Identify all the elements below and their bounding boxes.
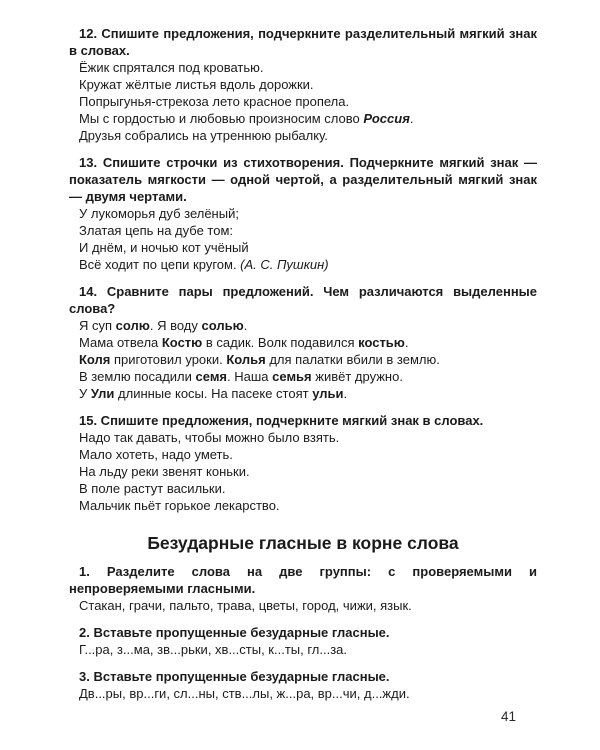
exercise-heading xyxy=(69,668,537,685)
text-segment: Златая цепь на дубе том: xyxy=(79,223,234,238)
exercise-block xyxy=(69,412,537,514)
text-segment: . xyxy=(343,386,348,401)
text-segment: Я суп xyxy=(79,318,116,333)
text-segment: На льду реки звенят коньки. xyxy=(79,464,250,479)
text-segment: приготовил уроки. xyxy=(110,352,227,367)
exercise-line xyxy=(69,76,537,93)
exercise-line xyxy=(69,597,537,614)
emphasized-text: Костю xyxy=(161,335,203,350)
exercise-heading xyxy=(69,563,537,597)
text-segment: В землю посадили xyxy=(79,369,196,384)
text-segment: Ёжик спрятался под кроватью. xyxy=(79,60,264,75)
emphasized-text: ульи xyxy=(312,386,344,401)
text-segment: Мама отвела xyxy=(79,335,162,350)
text-segment: Стакан, грачи, пальто, трава, цветы, город, чижи, язык. xyxy=(79,598,412,613)
exercise-line xyxy=(69,641,537,658)
exercise-line xyxy=(69,127,537,144)
exercise-line xyxy=(69,317,537,334)
exercise-block xyxy=(69,563,537,614)
text-segment: 14. Сравните пары предложений. Чем различаются выделенные слова? xyxy=(69,284,537,316)
emphasized-text: Ули xyxy=(90,386,115,401)
text-segment: 3. Вставьте пропущенные безударные гласные. xyxy=(79,669,390,684)
exercise-line xyxy=(69,497,537,514)
text-segment: . xyxy=(409,111,414,126)
exercise-heading xyxy=(69,154,537,205)
exercise-line xyxy=(69,385,537,402)
exercise-line xyxy=(69,239,537,256)
exercise-block xyxy=(69,25,537,144)
text-segment: 2. Вставьте пропущенные безударные гласные. xyxy=(79,625,390,640)
text-segment: . Наша xyxy=(227,369,273,384)
text-segment: 1. Разделите слова на две группы: с проверяемыми и непроверяемыми гласными. xyxy=(69,564,537,596)
text-segment: в садик. Волк подавился xyxy=(202,335,359,350)
text-segment: Дв...ры, вр...ги, сл...ны, ств...лы, ж...ра, вр...чи, д...жди. xyxy=(79,686,410,701)
exercise-line xyxy=(69,480,537,497)
text-segment: длинные косы. На пасеке стоят xyxy=(114,386,313,401)
exercise-block xyxy=(69,283,537,402)
emphasized-text: Колья xyxy=(226,352,266,367)
text-segment: . Я воду xyxy=(149,318,202,333)
exercise-heading xyxy=(69,412,537,429)
text-segment: Мы с гордостью и любовью произносим слово xyxy=(79,111,364,126)
exercise-block xyxy=(69,154,537,273)
text-segment: 13. Спишите строчки из стихотворения. Подчеркните мягкий знак — показатель мягкости — одной чертой, а разделительный мягкий знак — двумя чертами. xyxy=(69,155,537,204)
text-segment: Г...ра, з...ма, зв...рьки, хв...сты, к...ты, гл...за. xyxy=(79,642,348,657)
text-segment: . xyxy=(243,318,248,333)
emphasized-text: семя xyxy=(195,369,228,384)
exercise-line xyxy=(69,334,537,351)
text-segment: Всё ходит по цепи кругом. xyxy=(79,257,241,272)
text-segment: для палатки вбили в землю. xyxy=(265,352,440,367)
text-segment: Надо так давать, чтобы можно было взять. xyxy=(79,430,340,445)
text-segment: Попрыгунья-стрекоза лето красное пропела. xyxy=(79,94,350,109)
exercise-line xyxy=(69,222,537,239)
exercise-line xyxy=(69,368,537,385)
text-segment: 12. Спишите предложения, подчеркните разделительный мягкий знак в словах. xyxy=(69,26,537,58)
emphasized-text: (А. С. Пушкин) xyxy=(240,257,329,272)
emphasized-text: костью xyxy=(358,335,405,350)
text-segment: И днём, и ночью кот учёный xyxy=(79,240,249,255)
emphasized-text: Коля xyxy=(79,352,111,367)
emphasized-text: солю xyxy=(115,318,150,333)
text-segment: У xyxy=(79,386,91,401)
text-segment: Мальчик пьёт горькое лекарство. xyxy=(79,498,280,513)
exercise-heading xyxy=(69,25,537,59)
exercise-line xyxy=(69,256,537,273)
text-segment: У лукоморья дуб зелёный; xyxy=(79,206,239,221)
exercise-heading xyxy=(69,624,537,641)
exercise-line xyxy=(69,59,537,76)
exercise-block xyxy=(69,668,537,702)
exercise-line xyxy=(69,93,537,110)
text-segment: живёт дружно. xyxy=(311,369,403,384)
text-segment: Кружат жёлтые листья вдоль дорожки. xyxy=(79,77,314,92)
emphasized-text: Россия xyxy=(363,111,410,126)
exercise-heading xyxy=(69,283,537,317)
exercise-block xyxy=(69,624,537,658)
emphasized-text: солью xyxy=(201,318,244,333)
exercise-line xyxy=(69,463,537,480)
text-segment: Мало хотеть, надо уметь. xyxy=(79,447,233,462)
text-segment: В поле растут васильки. xyxy=(79,481,226,496)
emphasized-text: семья xyxy=(272,369,312,384)
text-segment: 15. Спишите предложения, подчеркните мягкий знак в словах. xyxy=(79,413,484,428)
text-segment: Друзья собрались на утреннюю рыбалку. xyxy=(79,128,328,143)
section-title: Безударные гласные в корне слова xyxy=(147,533,459,553)
exercise-line xyxy=(69,205,537,222)
exercise-line xyxy=(69,685,537,702)
page-number: 41 xyxy=(500,709,516,724)
exercise-line xyxy=(69,429,537,446)
exercise-line xyxy=(69,351,537,368)
page-content xyxy=(69,25,537,702)
exercise-line xyxy=(69,446,537,463)
exercise-line xyxy=(69,110,537,127)
text-segment: . xyxy=(404,335,409,350)
